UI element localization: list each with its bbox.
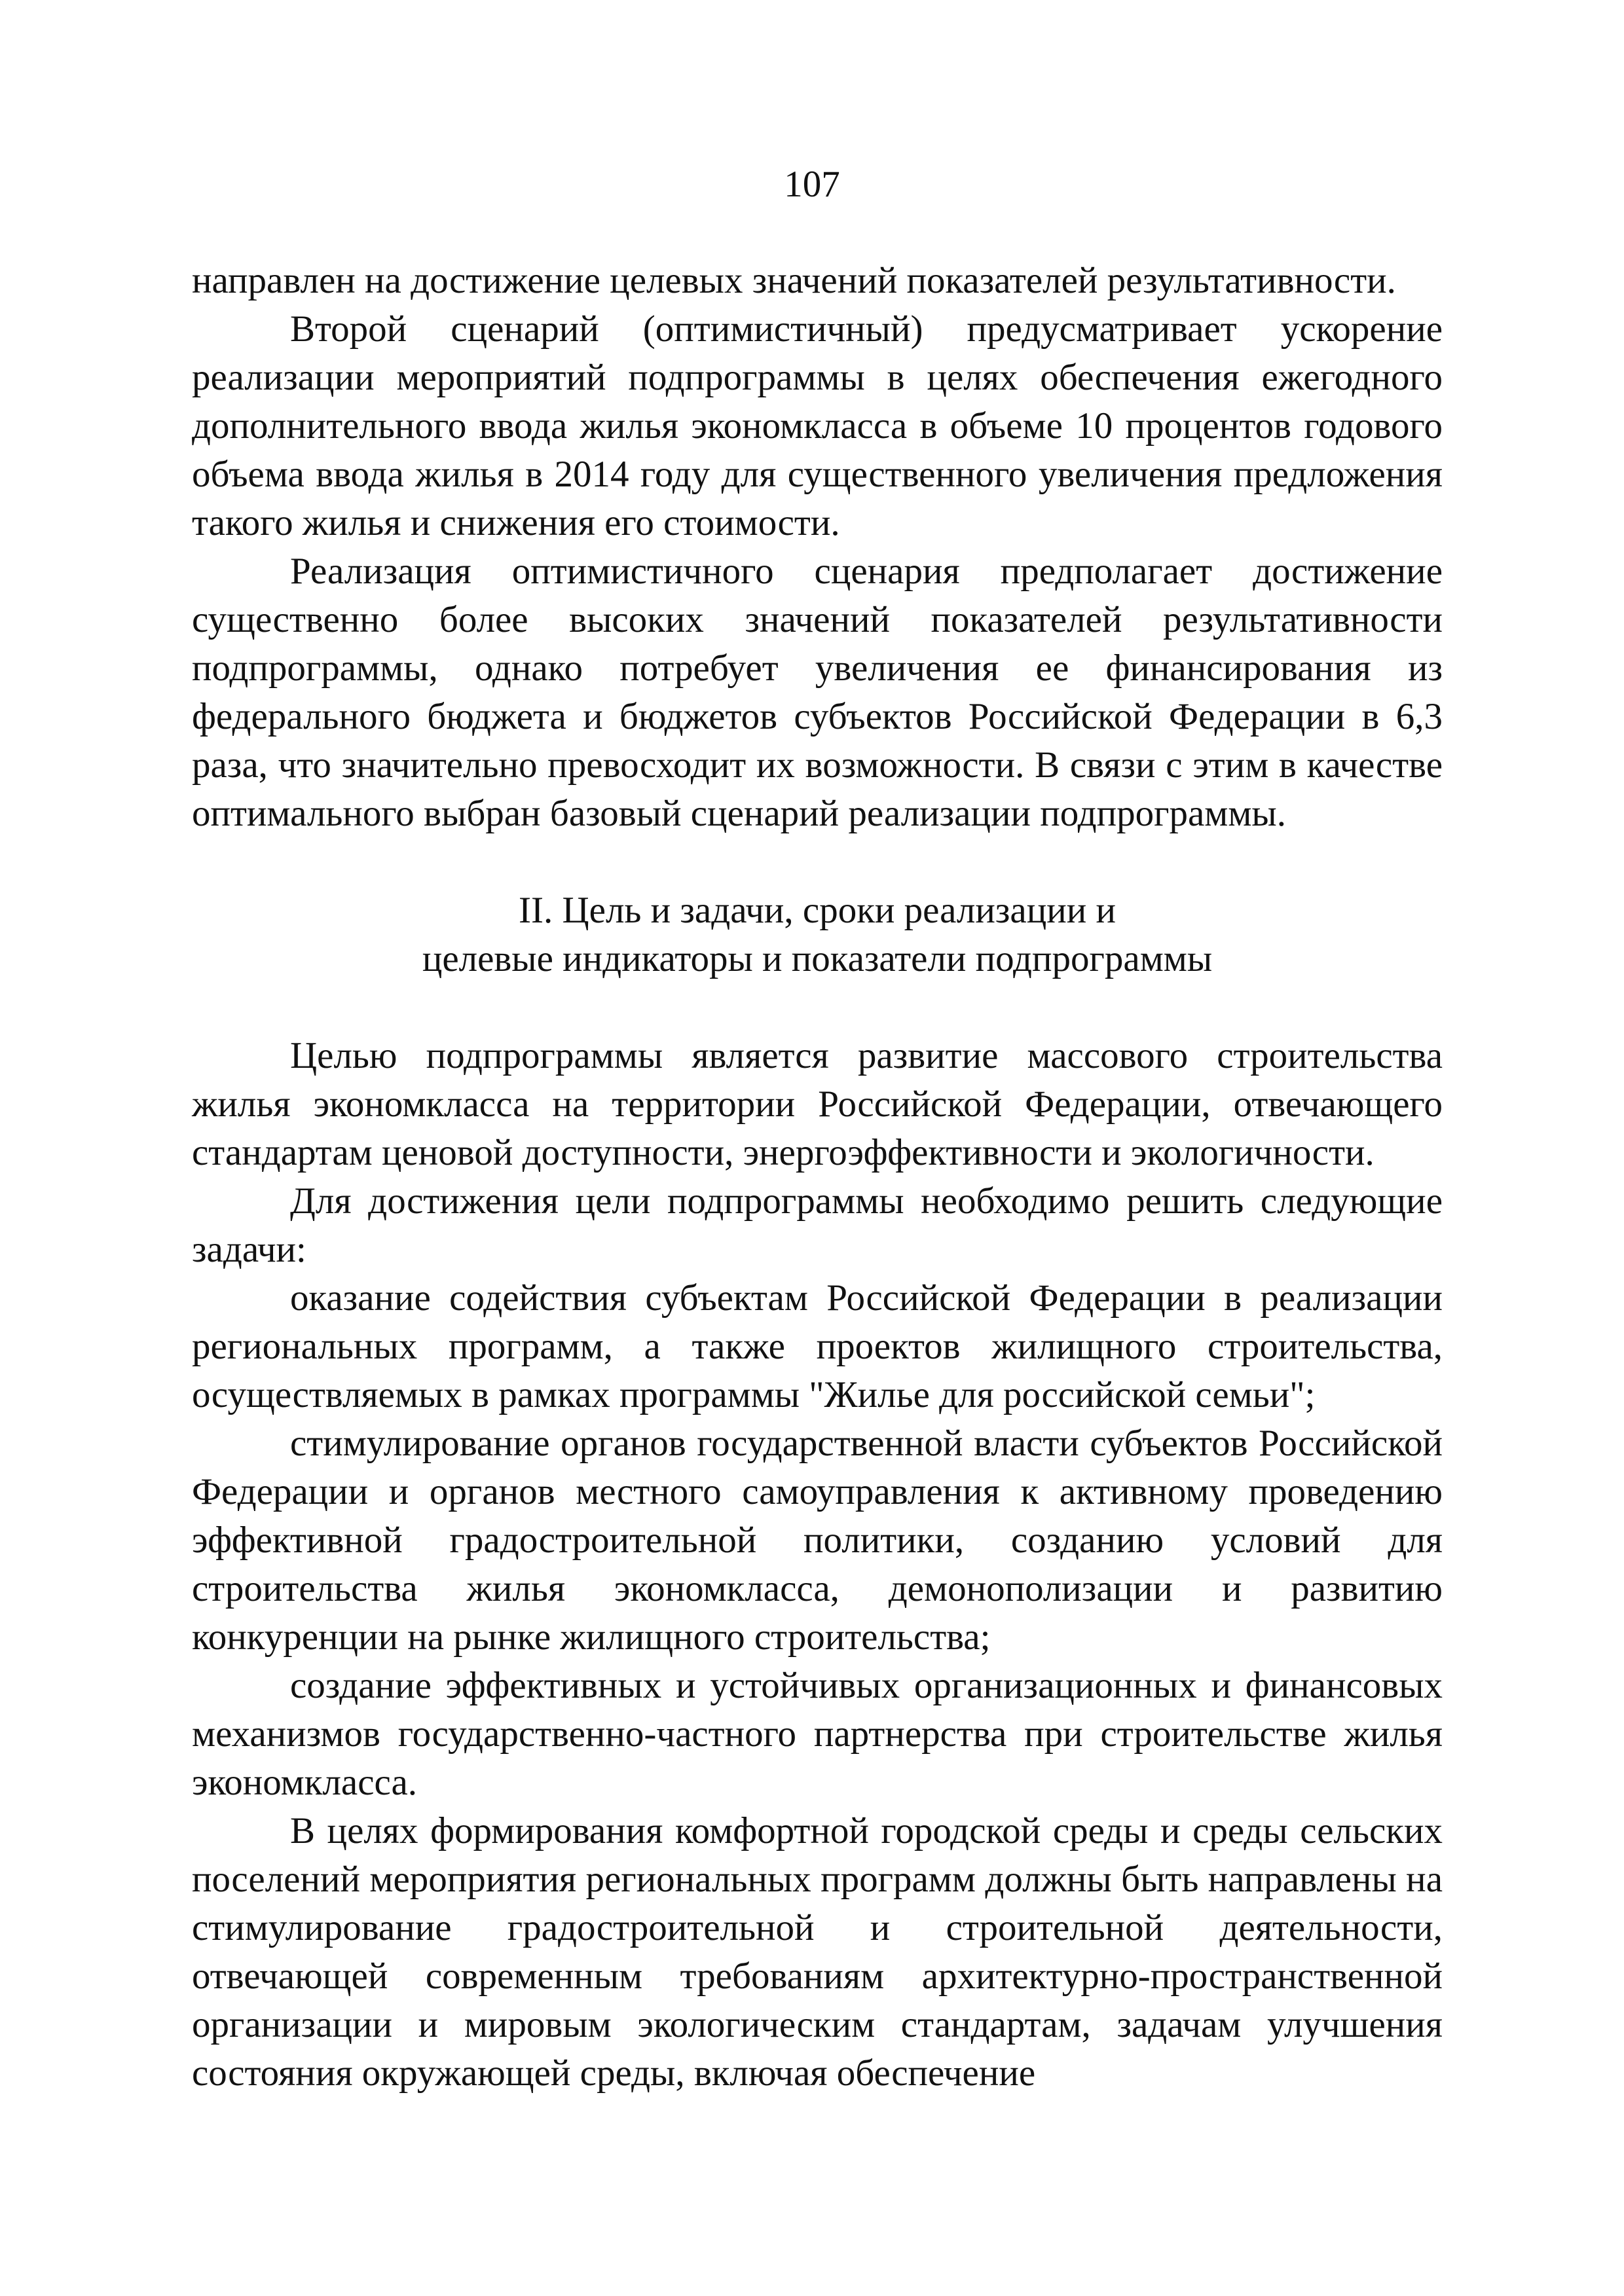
paragraph-tasks-intro: Для достижения цели подпрограммы необходимо решить следующие задачи: [192, 1180, 1443, 1270]
task-item-2: стимулирование органов государственной власти субъектов Российской Федерации и органов местного самоуправления к активному проведению эффективной градостроительной политики, созданию условий для строительства жилья экономкласса, демонополизации и развитию конкуренции на рынке жилищного строительства; [192, 1423, 1443, 1658]
page-number: 107 [784, 164, 840, 205]
section-heading-line-2: целевые индикаторы и показатели подпрограммы [422, 938, 1213, 979]
paragraph-optimistic-implementation: Реализация оптимистичного сценария предполагает достижение существенно более высоких значений показателей результативности подпрограммы, однако потребует увеличения ее финансирования из федерального бюджета и бюджетов субъектов Российской Федерации в 6,3 раза, что значительно превосходит их возможности. В связи с этим в качестве оптимального выбран базовый сценарий реализации подпрограммы. [192, 551, 1443, 834]
paragraph-urban-environment: В целях формирования комфортной городской среды и среды сельских поселений мероприятия региональных программ должны быть направлены на стимулирование градостроительной и строительной деятельности, отвечающей современным требованиям архитектурно-пространственной организации и мировым экологическим стандартам, задачам улучшения состояния окружающей среды, включая обеспечение [192, 1810, 1443, 2094]
paragraph-goal: Целью подпрограммы является развитие массового строительства жилья экономкласса на территории Российской Федерации, отвечающего стандартам ценовой доступности, энергоэффективности и экологичности. [192, 1035, 1443, 1173]
task-item-3: создание эффективных и устойчивых организационных и финансовых механизмов государственно-частного партнерства при строительстве жилья экономкласса. [192, 1665, 1443, 1803]
section-heading-line-1: II. Цель и задачи, сроки реализации и [519, 890, 1116, 931]
paragraph-continuation: направлен на достижение целевых значений показателей результативности. [192, 260, 1396, 301]
paragraph-optimistic-scenario: Второй сценарий (оптимистичный) предусматривает ускорение реализации мероприятий подпрограммы в целях обеспечения ежегодного дополнительного ввода жилья экономкласса в объеме 10 процентов годового объема ввода жилья в 2014 году для существенного увеличения предложения такого жилья и снижения его стоимости. [192, 308, 1443, 543]
task-item-1: оказание содействия субъектам Российской Федерации в реализации региональных программ, а также проектов жилищного строительства, осуществляемых в рамках программы "Жилье для российской семьи"; [192, 1277, 1443, 1415]
document-body [192, 257, 1443, 2098]
